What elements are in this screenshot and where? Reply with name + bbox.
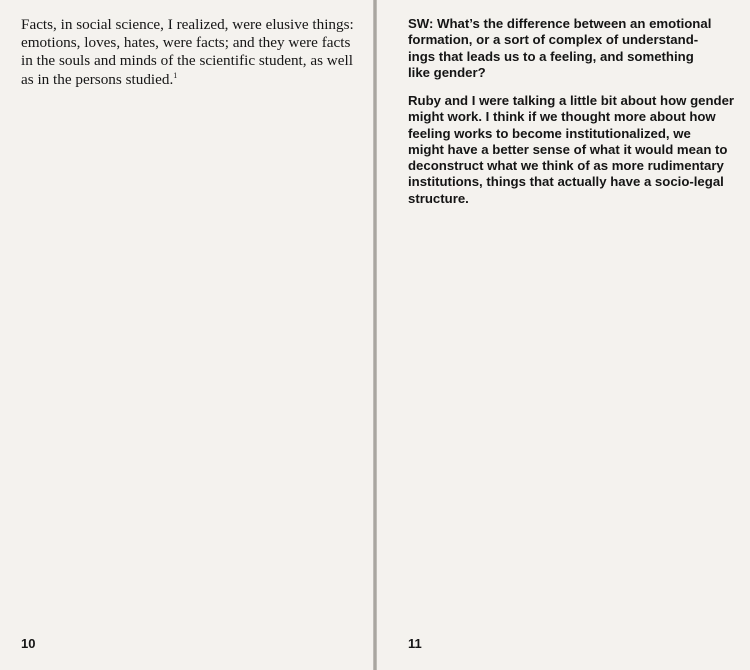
quote-line	[21, 71, 351, 89]
quote-line: Facts, in social science, I realized, were elusive things:	[21, 16, 354, 33]
page-number: 11	[408, 636, 422, 651]
epigraph-quote	[21, 16, 354, 89]
quote-line: in the souls and minds of the scientific student, as well	[21, 52, 353, 70]
answer-line: Ruby and I were talking a little bit about how gender	[408, 93, 735, 108]
answer-line: feeling works to become institutionalized, we	[408, 125, 691, 141]
answer-line: structure.	[408, 190, 469, 206]
answer-line: might work. I think if we thought more about how	[408, 109, 716, 125]
question-line: like gender?	[408, 64, 486, 80]
footnote-marker[interactable]: 1	[173, 70, 178, 80]
quote-line: emotions, loves, hates, were facts; and they were facts	[21, 34, 351, 52]
page-number: 10	[21, 636, 36, 651]
left-page	[0, 0, 373, 670]
question-line: formation, or a sort of complex of understand-	[408, 32, 699, 48]
interview-question	[408, 16, 748, 81]
interview-answer	[408, 93, 748, 207]
answer-line: deconstruct what we think of as more rudimentary	[408, 158, 724, 174]
right-page	[377, 0, 750, 670]
quote-line-text: as in the persons studied.	[21, 70, 174, 88]
answer-line: institutions, things that actually have a socio-legal	[408, 174, 724, 190]
question-line: ings that leads us to a feeling, and something	[408, 48, 694, 64]
question-line: SW: What’s the difference between an emotional	[408, 16, 712, 31]
answer-line: might have a better sense of what it would mean to	[408, 141, 728, 157]
